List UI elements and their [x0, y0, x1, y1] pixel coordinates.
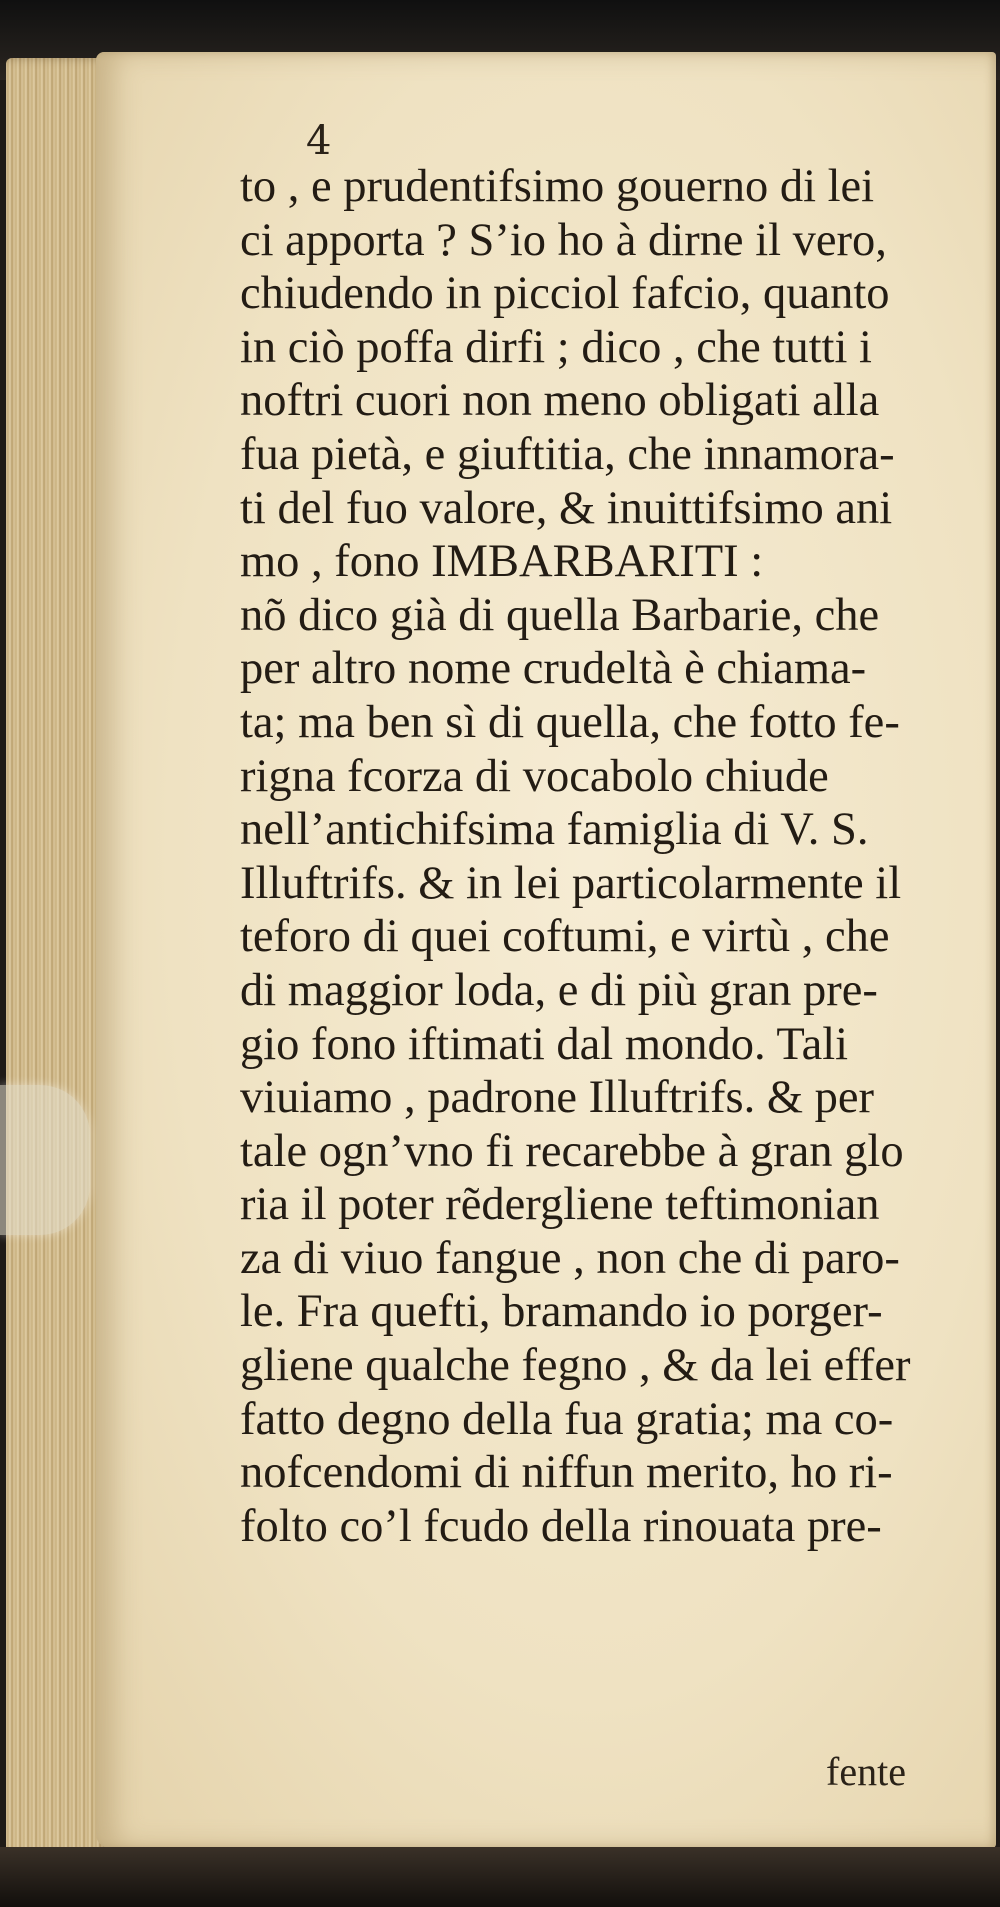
text-line-18: viuiamo , padrone Illuftrifs. & per — [240, 1072, 875, 1124]
text-line-16: di maggior loda, e di più gran pre- — [240, 964, 878, 1016]
catchword: fente — [826, 1749, 906, 1794]
text-line-6: fua pietà, e giuftitia, che innamora- — [240, 428, 895, 480]
text-block — [240, 160, 1000, 1553]
text-line-12: rigna fcorza di vocabolo chiude — [240, 750, 829, 802]
text-line-14: Illuftrifs. & in lei particolarmente il — [240, 857, 902, 909]
page-edges — [6, 58, 110, 1858]
text-line-3: chiudendo in picciol fafcio, quanto — [240, 268, 890, 320]
text-line-1: to , e prudentifsimo gouerno di lei — [240, 161, 875, 212]
text-line-10: per altro nome crudeltà è chiama- — [240, 643, 867, 695]
text-line-26: folto co’l fcudo della rinouata pre- — [240, 1500, 882, 1552]
text-line-22: le. Fra quefti, bramando io porger- — [240, 1286, 883, 1338]
text-line-21: za di viuo fangue , non che di paro- — [240, 1232, 900, 1284]
text-line-8: mo , fono IMBARBARITI : — [240, 536, 764, 588]
text-line-11: ta; ma ben sì di quella, che fotto fe- — [240, 696, 900, 748]
text-line-15: teforo di quei coftumi, e virtù , che — [240, 911, 890, 963]
text-line-20: ria il poter rẽdergliene teftimonian — [240, 1179, 880, 1231]
text-line-7: ti del fuo valore, & inuittifsimo ani — [240, 482, 893, 534]
text-line-23: gliene qualche fegno , & da lei effer — [240, 1340, 911, 1392]
text-line-9: nõ dico già di quella Barbarie, che — [240, 589, 880, 641]
text-line-24: fatto degno della fua gratia; ma co- — [240, 1393, 894, 1445]
text-line-13: nell’antichifsima famiglia di V. S. — [240, 804, 869, 856]
page-number: 4 — [306, 118, 332, 164]
text-line-4: in ciò poffa dirfi ; dico , che tutti i — [240, 321, 872, 373]
text-line-2: ci apporta ? S’io ho à dirne il vero, — [240, 214, 887, 266]
text-line-25: nofcendomi di niffun merito, ho ri- — [240, 1447, 893, 1499]
text-line-19: tale ogn’vno fi recarebbe à gran glo — [240, 1125, 904, 1177]
bottom-shadow — [0, 1847, 1000, 1907]
text-line-5: noftri cuori non meno obligati alla — [240, 375, 880, 427]
text-line-17: gio fono iftimati dal mondo. Tali — [240, 1018, 849, 1070]
thumb — [0, 1085, 90, 1235]
